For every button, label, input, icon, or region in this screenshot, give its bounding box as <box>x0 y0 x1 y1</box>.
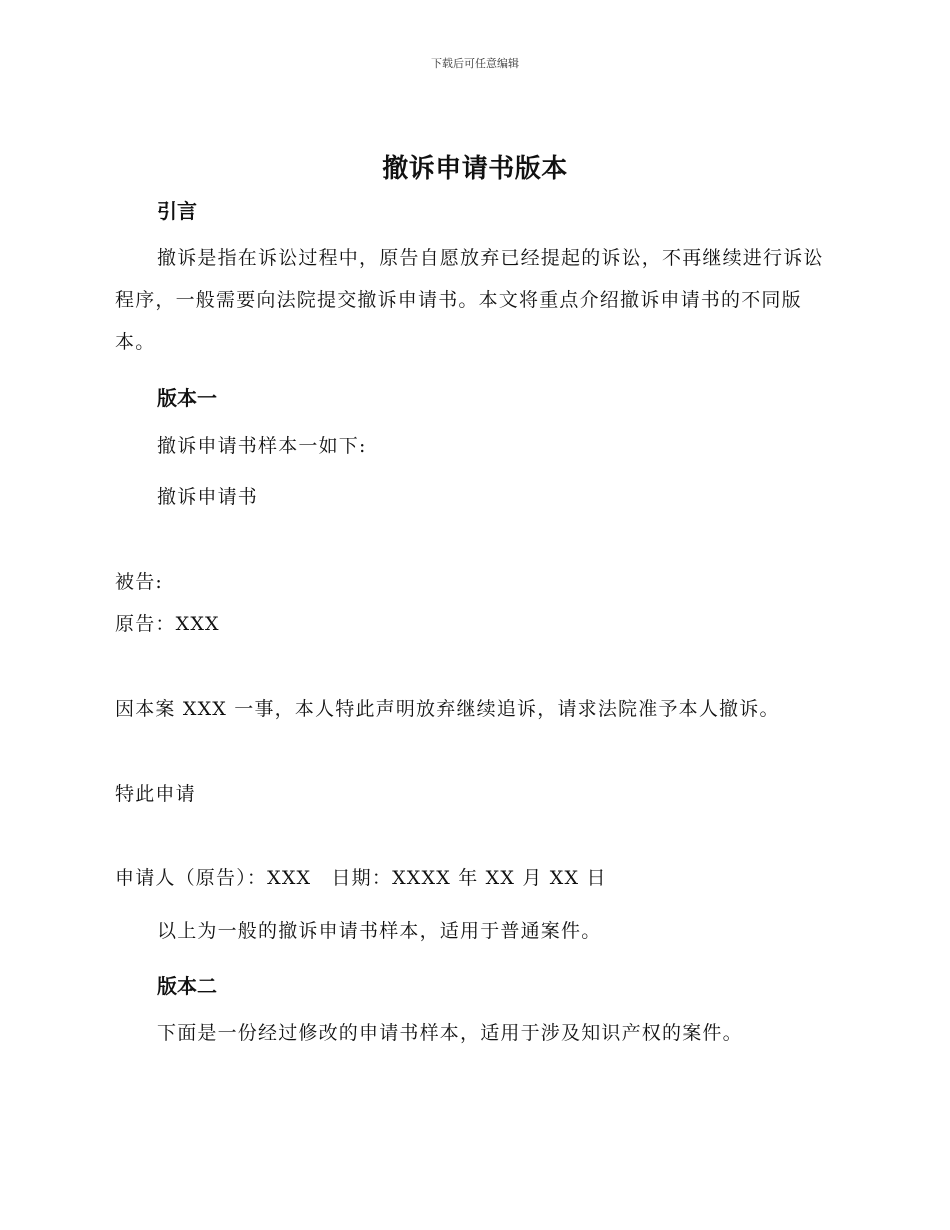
intro-heading: 引言 <box>157 199 197 223</box>
sample1-title: 撤诉申请书 <box>157 486 259 508</box>
intro-paragraph: 撤诉是指在诉讼过程中，原告自愿放弃已经提起的诉讼，不再继续进行诉讼程序，一般需要向法院提交撤诉申请书。本文将重点介绍撤诉申请书的不同版本。 <box>115 247 824 353</box>
version1-heading: 版本一 <box>157 386 217 410</box>
version2-heading: 版本二 <box>157 974 217 998</box>
version1-note: 以上为一般的撤诉申请书样本，适用于普通案件。 <box>157 920 602 942</box>
header-note: 下载后可任意编辑 <box>431 57 519 70</box>
sample1-plaintiff: 原告：XXX <box>115 613 220 635</box>
version2-lead: 下面是一份经过修改的申请书样本，适用于涉及知识产权的案件。 <box>157 1022 743 1044</box>
sample1-closing: 特此申请 <box>115 783 196 805</box>
sample1-body: 因本案 XXX 一事，本人特此声明放弃继续追诉，请求法院准予本人撤诉。 <box>115 698 780 720</box>
sample1-signature: 申请人（原告）：XXX 日期：XXXX 年 XX 月 XX 日 <box>115 867 607 889</box>
version1-lead: 撤诉申请书样本一如下: <box>157 435 367 457</box>
sample1-defendant: 被告: <box>115 571 164 593</box>
document-title: 撤诉申请书版本 <box>382 154 568 184</box>
